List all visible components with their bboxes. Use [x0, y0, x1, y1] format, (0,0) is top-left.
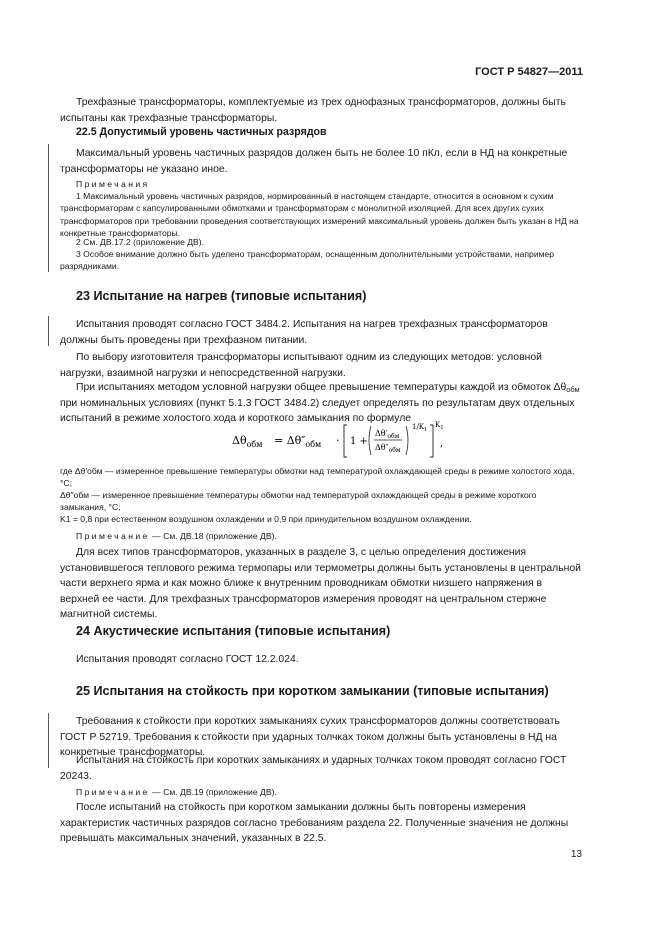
- note-label: Примечание: [76, 787, 150, 797]
- note-text: — См. ДВ.18 (приложение ДВ).: [152, 531, 277, 541]
- formula-one-plus: 1 +: [350, 436, 368, 447]
- section-23-p3-text-a: При испытаниях методом условной нагрузки общее превышение температуры каждой из обмоток: [76, 382, 551, 393]
- section-24-p1: Испытания проводят согласно ГОСТ 12.2.024.: [76, 654, 299, 665]
- section-25-p3: После испытаний на стойкость при коротком замыкании должны быть повторены измерения характеристик частичных разрядов согласно требованиям раздела 22. Полученные значения не должны превышать максимальных значений, указанных в 22.5.: [60, 802, 569, 844]
- formula-dot: ·: [336, 434, 340, 447]
- intro-paragraph: Трехфазные трансформаторы, комплектуемые из трех однофазных трансформаторов, должны быть испытаны как трехфазные трансформаторы.: [60, 97, 566, 124]
- section-23-p2: По выбору изготовителя трансформаторы испытывают одним из следующих методов: условной нагрузки, взаимной нагрузки и непосредственной нагрузки.: [60, 352, 542, 379]
- delta-theta-text: Δθ: [553, 382, 567, 393]
- section-24-title: 24 Акустические испытания (типовые испытания): [76, 624, 391, 638]
- note-3: 3 Особое внимание должно быть уделено трансформаторам, оснащенным дополнительными устройствами, например разрядниками.: [60, 249, 555, 272]
- section-25-title: 25 Испытания на стойкость при коротком замыкании (типовые испытания): [76, 684, 549, 698]
- where-clause-1: где Δθ′обм — измеренное превышение температуры обмотки над температурой охлаждающей среды в режиме холостого хода, °С;: [60, 466, 575, 489]
- temperature-rise-formula: [226, 419, 446, 463]
- note-text: — См. ДВ.19 (приложение ДВ).: [152, 787, 277, 797]
- formula-numerator: $\Delta\theta'_{обм}$: [375, 429, 400, 440]
- formula-svg: [226, 419, 446, 463]
- section-23-title: 23 Испытание на нагрев (типовые испытания): [76, 289, 367, 303]
- formula-outer-exponent: $K_1$: [435, 421, 444, 431]
- delta-theta-symbol: [554, 382, 580, 393]
- formula-eq: = $\Delta\theta''_{обм}$: [274, 434, 322, 449]
- section-25-p2: Испытания на стойкость при коротких замыканиях и ударных толчках током проводят согласно ГОСТ 20243.: [60, 755, 567, 782]
- formula-left-paren: [369, 426, 371, 455]
- note-1: 1 Максимальный уровень частичных разрядов, нормированный в настоящем стандарте, относится в основном к сухим трансформаторам с капсулированными обмотками и трансформаторам с монолитной изоляцией. Для всех других сухих трансформаторов при требовании проведения соответствующих измерений максимальный уровень должен быть указан в НД на конкретные трансформаторы.: [60, 191, 579, 239]
- formula-lhs: $\Delta\theta_{обм}$: [232, 434, 263, 449]
- formula-right-bracket: [430, 425, 433, 457]
- note-label: Примечание: [76, 531, 150, 541]
- where-clause-3: K1 = 0,8 при естественном воздушном охлаждении и 0,9 при принудительном воздушном охлаждении.: [60, 514, 472, 524]
- section-22-5-title: 22.5 Допустимый уровень частичных разрядов: [76, 126, 327, 138]
- formula-denominator: $\Delta\theta''_{обм}$: [375, 443, 401, 454]
- standard-header: ГОСТ Р 54827—2011: [475, 66, 583, 78]
- change-margin-bar: [48, 144, 49, 272]
- notes-label: Примечания: [76, 179, 150, 189]
- section-25-p1: Требования к стойкости при коротких замыканиях сухих трансформаторов должны соответствовать ГОСТ Р 52719. Требования к стойкости при ударных толчках током должны быть установлены в НД на конкретные трансформаторы.: [60, 716, 560, 758]
- formula-right-paren: [406, 426, 408, 455]
- where-clause-2: Δθ″обм — измеренное превышение температуры обмотки над температурой охлаждающей среды в режиме короткого замыкания, °С;: [60, 490, 537, 513]
- delta-theta-subscript: обм: [566, 385, 580, 394]
- change-margin-bar: [48, 713, 49, 768]
- section-23-p1: Испытания проводят согласно ГОСТ 3484.2. Испытания на нагрев трехфазных трансформаторов должны быть проведены при трехфазном питании.: [60, 319, 548, 346]
- note-2: 2 См. ДВ.17.2 (приложение ДВ).: [76, 237, 205, 247]
- section-23-note: [76, 530, 277, 542]
- page-number: 13: [570, 849, 582, 860]
- section-23-p3-text-b: при номинальных условиях (пункт 5.1.3 ГОСТ 3484.2) следует определять по результатам двух отдельных испытаний в режиме холостого хода и короткого замыкания по формуле: [60, 397, 575, 424]
- formula-comma: ,: [440, 438, 444, 449]
- section-22-5-text: Максимальный уровень частичных разрядов должен быть не более 10 пКл, если в НД на конкретные трансформаторы не указано иное.: [60, 148, 568, 175]
- section-25-note: [76, 786, 277, 798]
- section-23-p4: Для всех типов трансформаторов, указанных в разделе 3, с целью определения достижения установившегося теплового режима термопары или термометры должны быть установлены в центральной части верхнего ярма и как можно ближе к внутренним проводникам обмотки низшего напряжения в верхней ее части. Для трехфазных трансформаторов измерения проводят на центральном стержне магнитной системы.: [60, 547, 581, 620]
- formula-left-bracket: [344, 425, 347, 457]
- change-margin-bar: [48, 316, 49, 346]
- formula-inner-exponent: $1/K_1$: [412, 423, 428, 433]
